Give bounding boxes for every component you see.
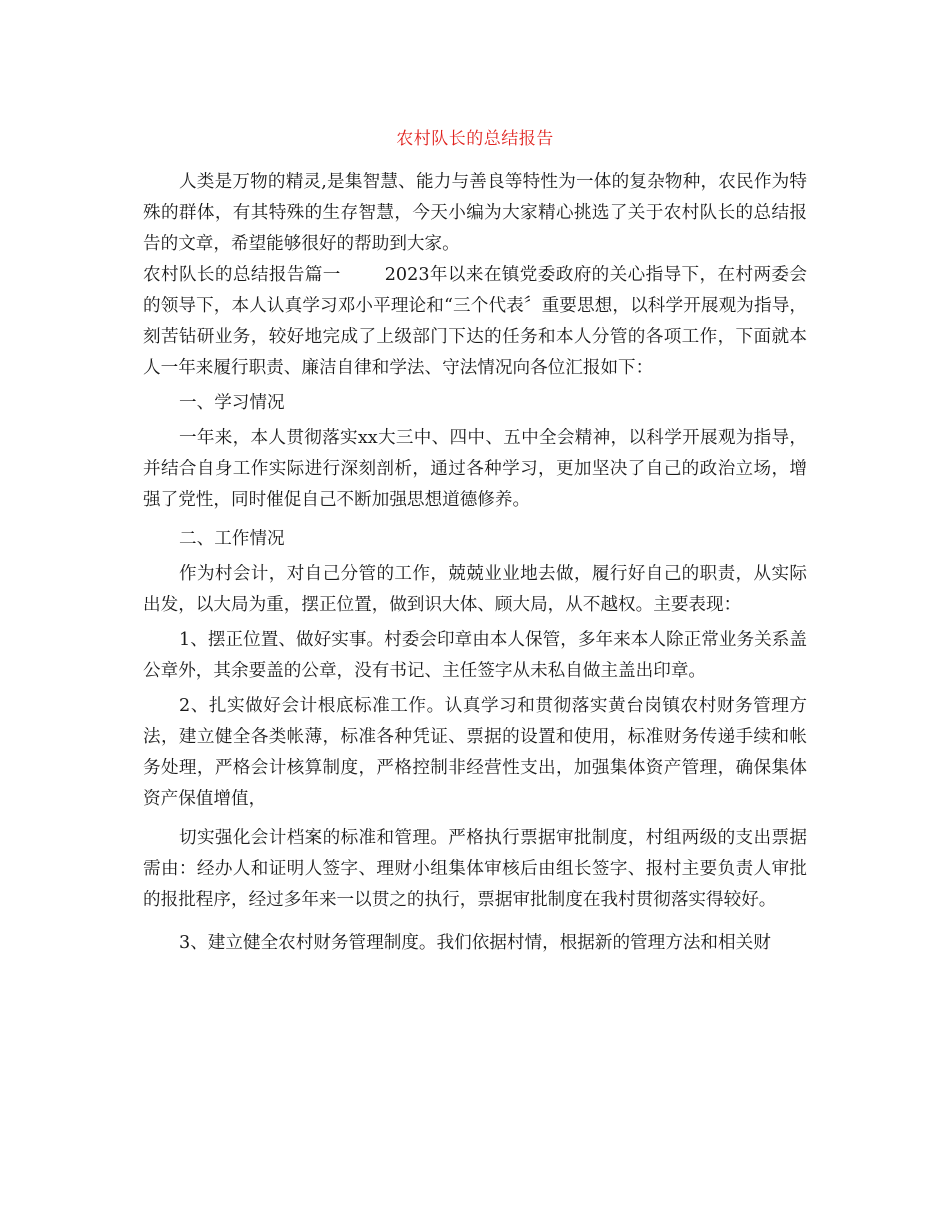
document-body [143,167,807,959]
intro-paragraph: 人类是万物的精灵,是集智慧、能力与善良等特性为一体的复杂物种，农民作为特殊的群体，有其特殊的生存智慧，今天小编为大家精心挑选了关于农村队长的总结报告的文章，希望能够很好的帮助到大家。 [143,172,807,254]
item-2-paragraph: 2、扎实做好会计根底标准工作。认真学习和贯彻落实黄台岗镇农村财务管理方法，建立健全各类帐薄，标准各种凭证、票据的设置和使用，标准财务传递手续和帐务处理，严格会计核算制度，严格控制非经营性支出，加强集体资产管理，确保集体资产保值增值， [143,696,807,809]
study-paragraph: 一年来，本人贯彻落实xx大三中、四中、五中全会精神，以科学开展观为指导，并结合自身工作实际进行深刻剖析，通过各种学习，更加坚决了自己的政治立场，增强了党性，同时催促自己不断加强思想道德修养。 [143,428,807,510]
section-paragraph [143,260,807,384]
work-heading: 二、工作情况 [179,529,285,549]
study-heading: 一、学习情况 [179,393,285,413]
section-intro: 2023年以来在镇党委政府的关心指导下，在村两委会的领导下，本人认真学习邓小平理论和“三个代表〞重要思想，以科学开展观为指导，刻苦钻研业务，较好地完成了上级部门下达的任务和本人分管的各项工作，下面就本人一年来履行职责、廉洁自律和学法、守法情况向各位汇报如下： [143,265,807,378]
item-1-paragraph: 1、摆正位置、做好实事。村委会印章由本人保管，多年来本人除正常业务关系盖公章外，其余要盖的公章，没有书记、主任签字从未私自做主盖出印章。 [143,630,807,681]
work-paragraph: 作为村会计，对自己分管的工作，兢兢业业地去做，履行好自己的职责，从实际出发，以大局为重，摆正位置，做到识大体、顾大局，从不越权。主要表现： [143,564,807,615]
item-3-paragraph: 3、建立健全农村财务管理制度。我们依据村情，根据新的管理方法和相关财 [179,933,771,953]
document-title: 农村队长的总结报告 [396,129,554,149]
section-heading: 农村队长的总结报告篇一 [143,265,341,285]
item-2-continued-paragraph: 切实强化会计档案的标准和管理。严格执行票据审批制度，村组两级的支出票据需由：经办人和证明人签字、理财小组集体审核后由组长签字、报村主要负责人审批的报批程序，经过多年来一以贯之的执行，票据审批制度在我村贯彻落实得较好。 [143,828,807,910]
